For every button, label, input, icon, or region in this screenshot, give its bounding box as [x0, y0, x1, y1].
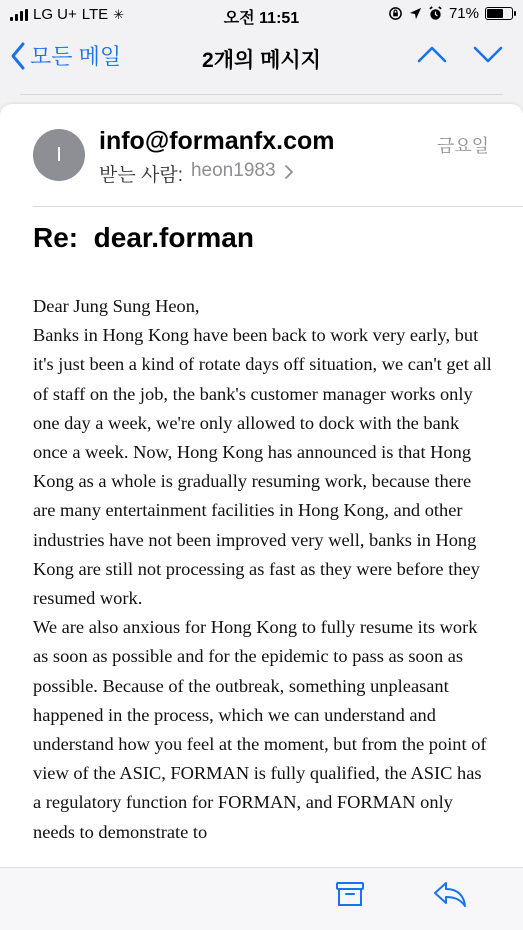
body-paragraph: Banks in Hong Kong have been back to work very early, but it's just been a kind of rotate days off situation, we can't get all of staff on the job, the bank's customer manager works only one day a week, we're only allowed to dock with the bank once a week. Now, Hong Kong has announced is that Hong Kong as a whole is gradually resuming work, because there are many entertainment facilities in Hong Kong, and other industries have not been improved very well, banks in Hong Kong are still not processing as fast as they were before they resumed work.: [33, 325, 492, 609]
body-paragraph: We are also anxious for Hong Kong to fully resume its work as soon as possible and for the epidemic to pass as soon as possible. Because of the outbreak, something unpleasant happened in the process, which we can understand and understand how you feel at the moment, but from the point of view of the ASIC, FORMAN is fully qualified, the ASIC has a regulatory function for FORMAN, and FORMAN only needs to demonstrate to: [33, 617, 487, 842]
chevron-right-icon: [284, 162, 294, 182]
status-bar: [0, 0, 523, 30]
status-time: 오전 11:51: [223, 10, 300, 27]
avatar: I: [33, 129, 85, 181]
carrier-name: LG U+: [33, 6, 77, 23]
battery-percent: 71%: [448, 5, 479, 22]
previous-message-peek[interactable]: [20, 88, 503, 95]
recipient-line[interactable]: [99, 160, 294, 187]
message-subject: Re: dear.forman: [33, 222, 254, 253]
orientation-lock-icon: [388, 6, 403, 21]
sender-address[interactable]: info@formanfx.com: [99, 127, 335, 155]
alarm-icon: [428, 6, 443, 21]
recipient-label: 받는 사람:: [99, 165, 183, 186]
chevron-down-icon[interactable]: [473, 44, 503, 64]
loading-icon: ✳: [113, 6, 125, 22]
back-label: 모든 메일: [30, 44, 122, 69]
status-right: [388, 5, 513, 22]
message-date: 금요일: [436, 136, 489, 156]
chevron-up-icon[interactable]: [417, 44, 447, 64]
battery-fill: [487, 9, 503, 18]
message-body: [33, 292, 493, 868]
body-paragraph: Dear Jung Sung Heon,: [33, 296, 200, 316]
archive-icon[interactable]: [334, 878, 366, 910]
nav-title: 2개의 메시지: [202, 49, 321, 72]
message-nav-arrows: [417, 44, 503, 64]
battery-icon: [485, 7, 513, 20]
location-icon: [409, 7, 422, 20]
header-divider: [33, 206, 523, 207]
reply-icon[interactable]: [432, 878, 468, 910]
nav-bar: [0, 30, 523, 88]
network-type: LTE: [81, 6, 109, 23]
recipient-address: heon1983: [190, 160, 276, 181]
bottom-toolbar: [0, 867, 523, 930]
